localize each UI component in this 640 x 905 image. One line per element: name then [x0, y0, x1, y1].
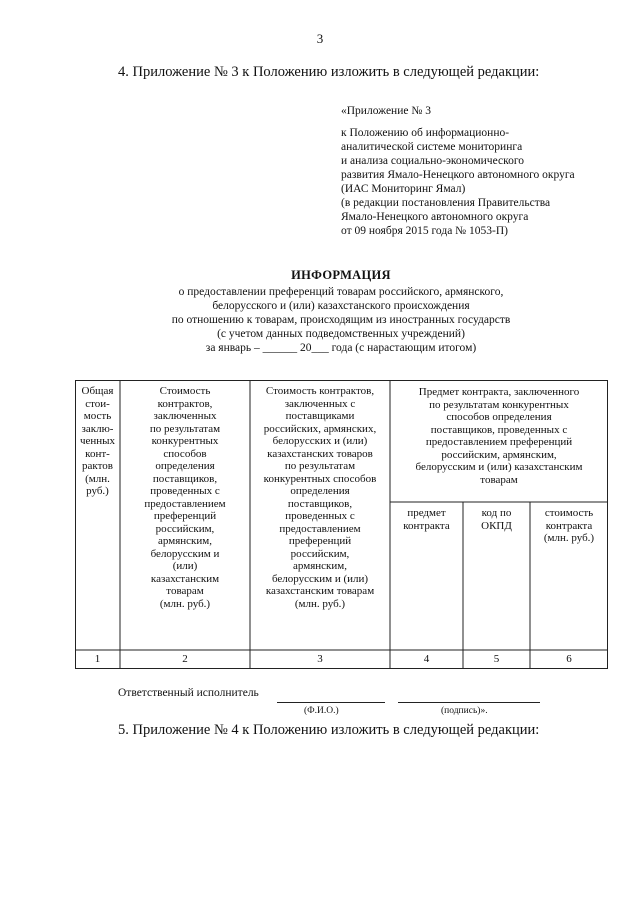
- info-line: по отношению к товарам, происходящим из иностранных государств: [171, 314, 511, 326]
- information-table: [75, 380, 608, 669]
- col-2-header: Стоимость контрактов, заключенных по результатам конкурентных способов определения поставщиков, проведенных с предоставлением преференций российским, армянским, белорусским и (или) казахстанским товарам (млн. руб.): [144, 385, 226, 610]
- group-header: Предмет контракта, заключенного по результатам конкурентных способов определения поставщиков, проведенных с предоставлением преференций российским, армянским, белорусским и (или) казахстанским товарам: [415, 386, 583, 486]
- appendix-line: от 09 ноября 2015 года № 1053-П): [341, 225, 508, 237]
- col-5-header: код по ОКПД: [481, 507, 512, 532]
- col-number-5: 5: [493, 653, 500, 665]
- appendix-line: развития Ямало-Ненецкого автономного округа: [341, 169, 575, 181]
- section-5-heading: 5. Приложение № 4 к Положению изложить в следующей редакции:: [118, 722, 540, 738]
- appendix-line: аналитической системе мониторинга: [341, 141, 523, 153]
- appendix-title: «Приложение № 3: [341, 105, 431, 117]
- col-number-4: 4: [423, 653, 430, 665]
- responsible-executor-label: Ответственный исполнитель: [118, 687, 259, 699]
- appendix-header: [341, 104, 631, 238]
- section-4-heading: 4. Приложение № 3 к Положению изложить в следующей редакции:: [118, 64, 540, 80]
- info-line: белорусского и (или) казахстанского происхождения: [212, 300, 470, 312]
- appendix-line: (ИАС Мониторинг Ямал): [341, 183, 466, 195]
- col-number-3: 3: [317, 653, 323, 665]
- col-4-header: предмет контракта: [403, 507, 450, 532]
- col-number-2: 2: [182, 653, 188, 665]
- info-title: ИНФОРМАЦИЯ: [291, 268, 391, 282]
- appendix-line: и анализа социально-экономического: [341, 155, 525, 167]
- col-1-header: Общая стои- мость заклю- ченных конт- рактов (млн. руб.): [79, 385, 116, 497]
- appendix-line: Ямало-Ненецкого автономного округа: [341, 211, 529, 223]
- col-6-header: стоимость контракта (млн. руб.): [543, 507, 595, 544]
- col-3-header: Стоимость контрактов, заключенных с поставщиками российских, армянских, белорусских и (или) казахстанских товаров по результатам конкурентных способов определения поставщиков, проведенных с предоставлением преференций российским, армянским, белорусским и (или) казахстанским товарам (млн. руб.): [263, 385, 377, 610]
- sign-signature-line: [398, 702, 540, 703]
- col-number-1: 1: [94, 653, 101, 665]
- info-subtitle: [0, 285, 640, 355]
- info-line: (с учетом данных подведомственных учреждений): [217, 328, 465, 340]
- col-number-6: 6: [566, 653, 572, 665]
- info-line: о предоставлении преференций товарам российского, армянского,: [178, 286, 504, 298]
- appendix-line: (в редакции постановления Правительства: [341, 197, 551, 209]
- name-signature-line: [277, 702, 385, 703]
- appendix-line: к Положению об информационно-: [341, 127, 510, 139]
- page-number: 3: [316, 31, 324, 46]
- name-caption: (Ф.И.О.): [304, 706, 339, 716]
- sign-caption: (подпись)».: [441, 706, 488, 716]
- info-line: за январь – ______ 20___ года (с нарастающим итогом): [205, 342, 477, 354]
